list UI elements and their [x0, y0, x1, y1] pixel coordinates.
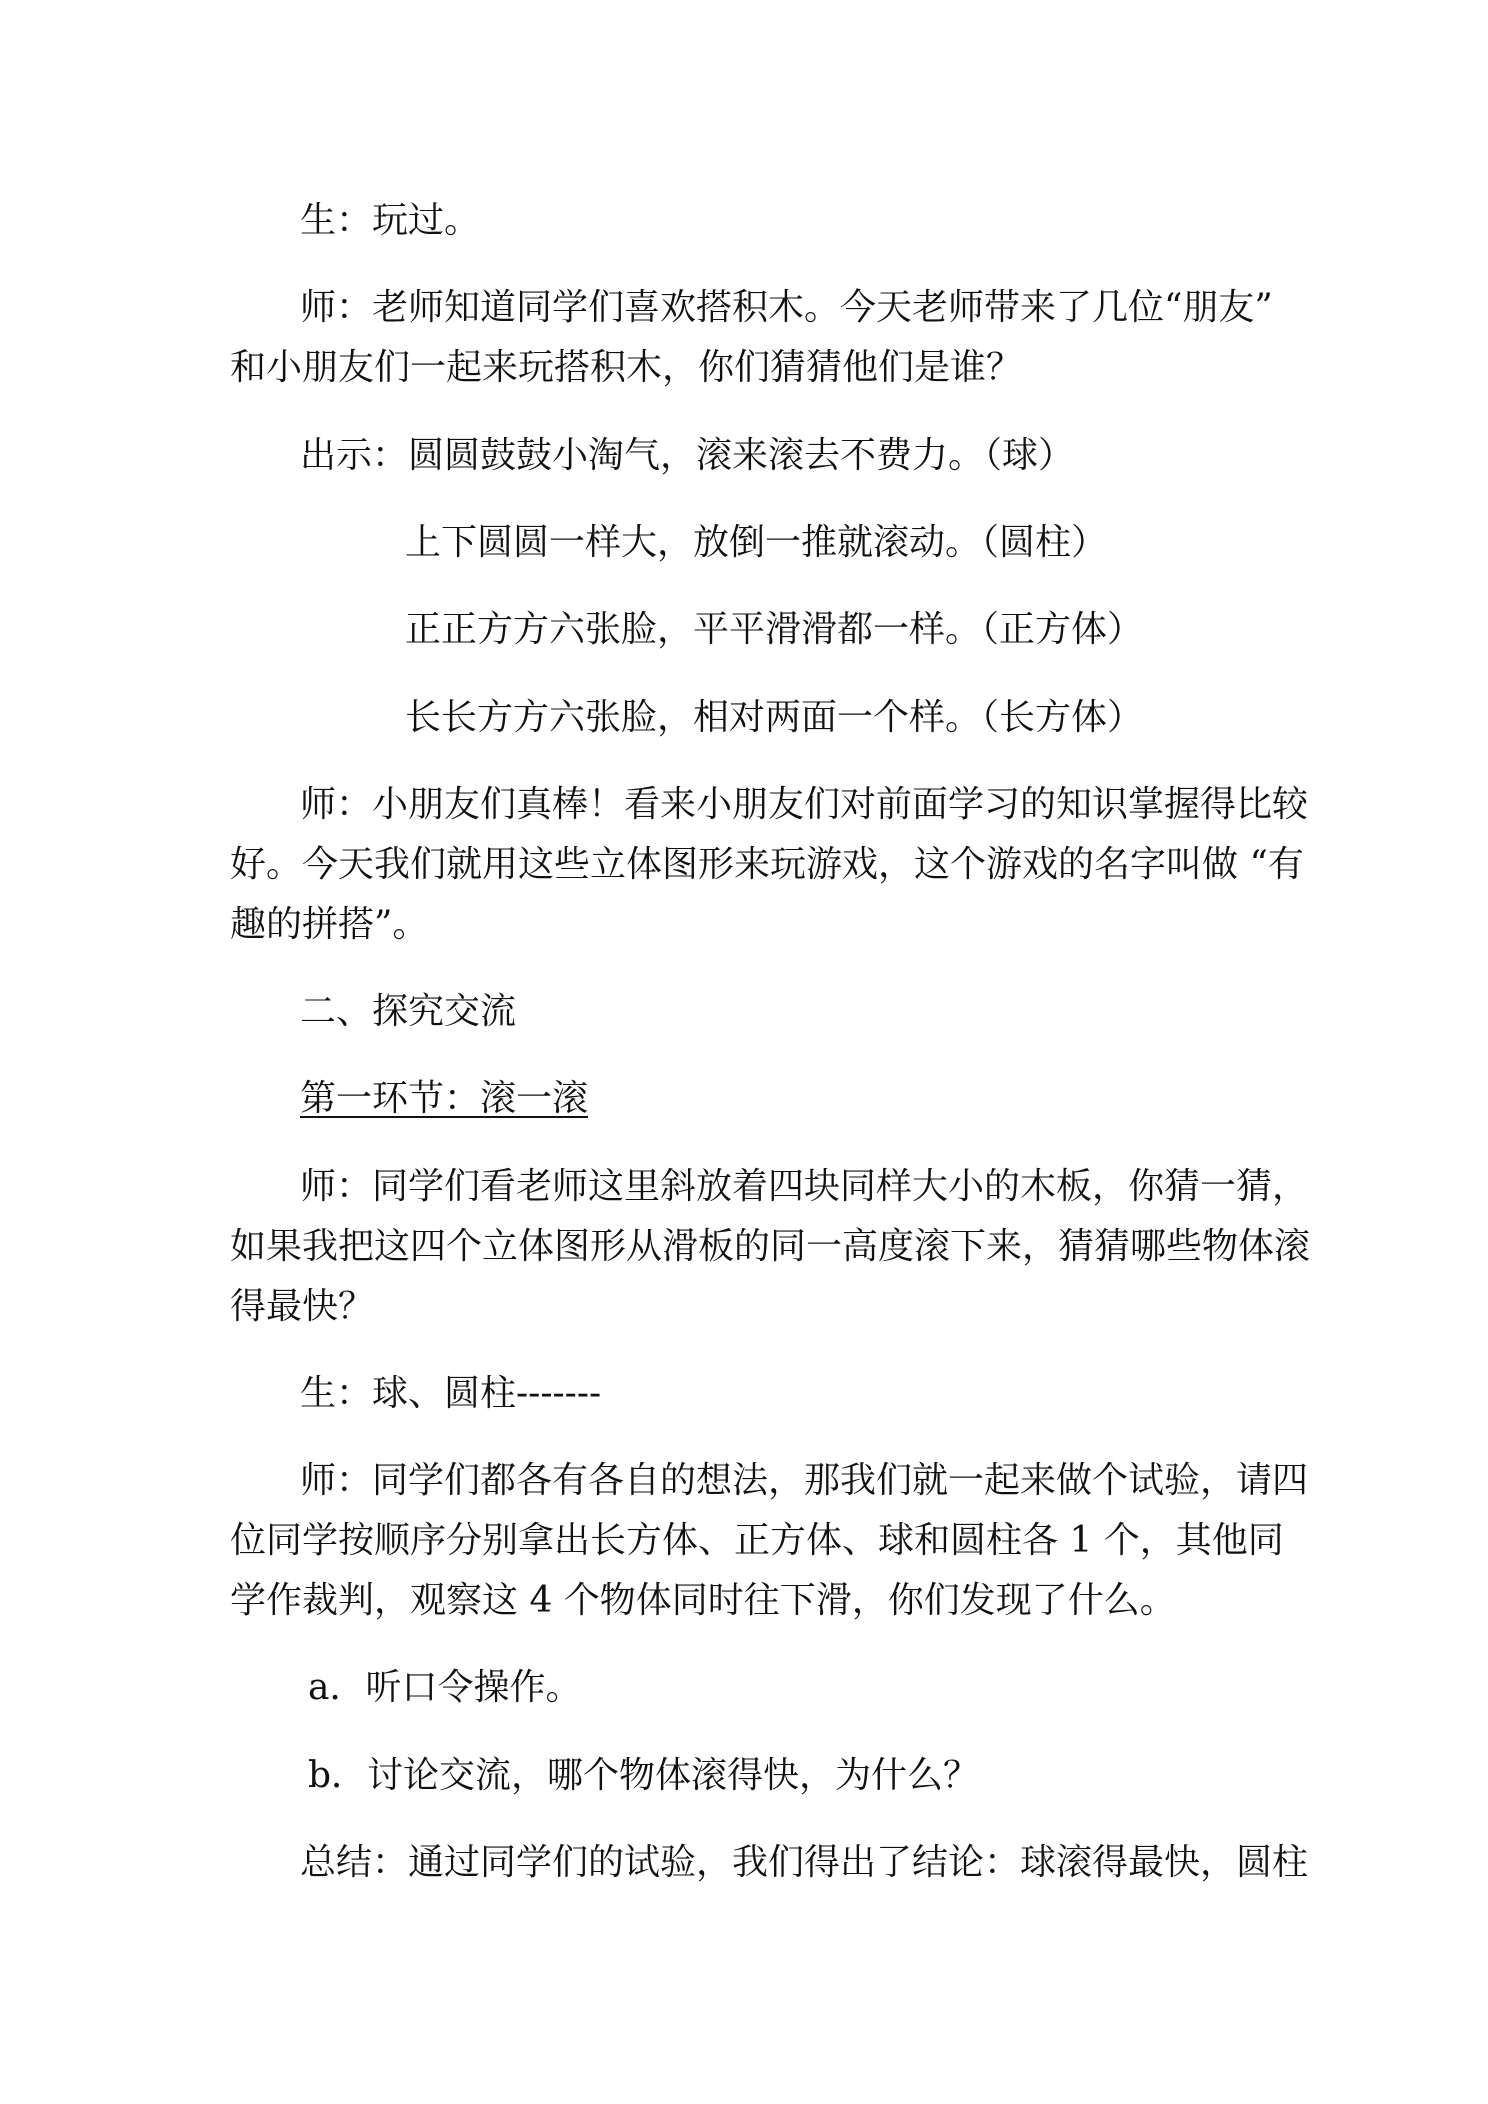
paragraph-line: 师：小朋友们真棒！看来小朋友们对前面学习的知识掌握得比较 [300, 784, 1309, 825]
riddle-line: 长长方方六张脸，相对两面一个样。（长方体） [405, 697, 1144, 738]
paragraph-line: 生：球、圆柱------- [300, 1373, 602, 1414]
paragraph-line: 位同学按顺序分别拿出长方体、正方体、球和圆柱各 1 个，其他同 [230, 1520, 1284, 1561]
paragraph-line: 总结：通过同学们的试验，我们得出了结论：球滚得最快，圆柱 [300, 1842, 1309, 1883]
paragraph-line: 如果我把这四个立体图形从滑板的同一高度滚下来，猜猜哪些物体滚 [230, 1226, 1311, 1267]
paragraph-line: 出示：圆圆鼓鼓小淘气，滚来滚去不费力。（球） [300, 435, 1075, 476]
paragraph-line: 好。今天我们就用这些立体图形来玩游戏，这个游戏的名字叫做 “有 [230, 844, 1304, 885]
list-item: b．讨论交流，哪个物体滚得快，为什么？ [308, 1755, 980, 1796]
subsection-heading: 第一环节：滚一滚 [300, 1078, 589, 1119]
paragraph-line: 师：同学们都各有各自的想法，那我们就一起来做个试验，请四 [300, 1460, 1309, 1501]
list-item: a．听口令操作。 [308, 1667, 582, 1708]
paragraph-line: 师：老师知道同学们喜欢搭积木。今天老师带来了几位“朋友” [300, 287, 1273, 328]
section-heading: 二、探究交流 [300, 991, 517, 1032]
paragraph-line: 趣的拼搭”。 [230, 904, 429, 945]
paragraph-line: 师：同学们看老师这里斜放着四块同样大小的木板，你猜一猜， [300, 1166, 1309, 1207]
paragraph-line: 和小朋友们一起来玩搭积木，你们猜猜他们是谁？ [230, 347, 1023, 388]
paragraph-line: 得最快？ [230, 1286, 375, 1327]
riddle-line: 上下圆圆一样大，放倒一推就滚动。（圆柱） [405, 522, 1108, 563]
paragraph-line: 生：玩过。 [300, 200, 481, 241]
paragraph-line: 学作裁判，观察这 4 个物体同时往下滑，你们发现了什么。 [230, 1580, 1176, 1621]
riddle-line: 正正方方六张脸，平平滑滑都一样。（正方体） [405, 609, 1144, 650]
